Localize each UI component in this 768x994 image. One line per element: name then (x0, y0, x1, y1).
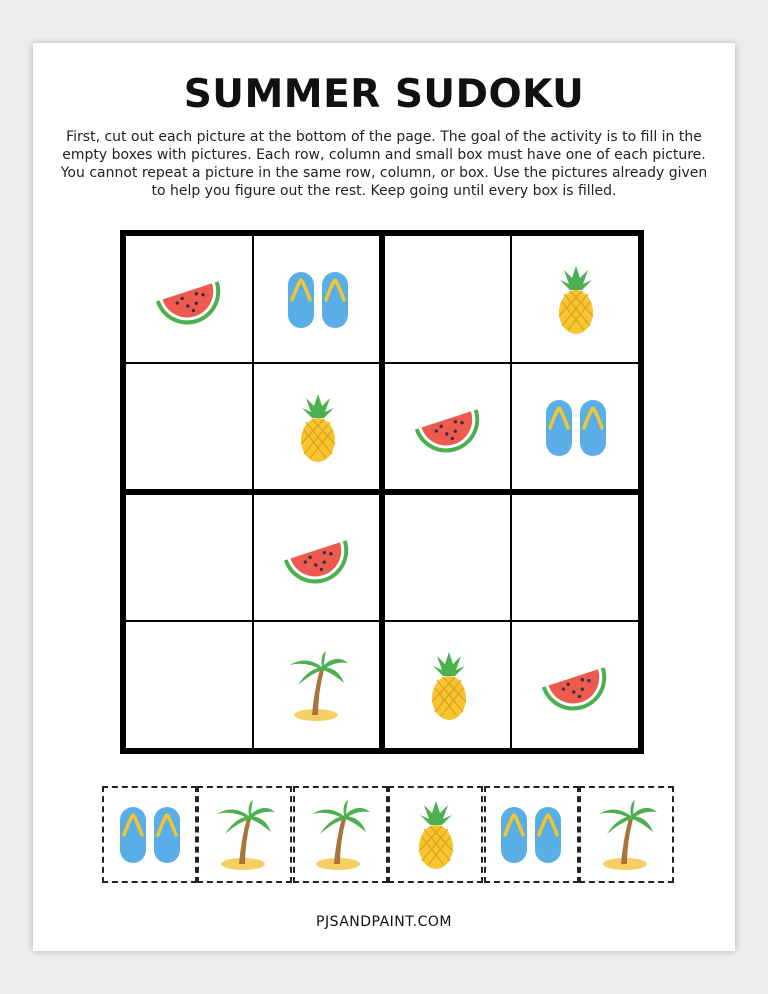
grid-cell-r4c4[interactable] (512, 622, 640, 750)
pineapple-icon (556, 264, 596, 336)
grid-cell-r4c3[interactable] (385, 622, 513, 750)
cutout-card-2[interactable] (197, 786, 292, 883)
grid-cell-r4c1[interactable] (126, 622, 254, 750)
pineapple-icon (416, 799, 456, 871)
grid-cell-r3c2[interactable] (254, 495, 382, 623)
cutout-card-4[interactable] (388, 786, 483, 883)
flipflops-icon (544, 398, 608, 458)
cutout-strip (102, 786, 674, 883)
grid-cell-r3c4[interactable] (512, 495, 640, 623)
grid-cell-r2c4[interactable] (512, 364, 640, 492)
cutout-card-3[interactable] (293, 786, 388, 883)
footer-site: PJSANDPAINT.COM (316, 914, 452, 930)
cutout-card-1[interactable] (102, 786, 197, 883)
sudoku-grid (120, 230, 644, 754)
grid-cell-r2c3[interactable] (385, 364, 513, 492)
grid-cell-r1c3[interactable] (385, 236, 513, 364)
watermelon-icon (412, 401, 486, 455)
flipflops-icon (286, 270, 350, 330)
flipflops-icon (499, 805, 563, 865)
instructions-text: First, cut out each picture at the bottom of the page. The goal of the activity is to fill in the empty boxes with pictures. Each row, column and small box must have one of each picture. You cannot repeat a picture in the same row, column, or box. Use the pictures already given to help you figure out the rest. Keep going until every box is filled. (60, 129, 708, 199)
page-title: SUMMER SUDOKU (183, 72, 585, 117)
pineapple-icon (298, 392, 338, 464)
watermelon-icon (539, 659, 613, 713)
cutout-card-6[interactable] (579, 786, 674, 883)
pineapple-icon (429, 650, 469, 722)
palmtree-icon (308, 800, 372, 870)
cutout-card-5[interactable] (484, 786, 579, 883)
palmtree-icon (213, 800, 277, 870)
grid-cell-r2c2[interactable] (254, 364, 382, 492)
grid-cell-r4c2[interactable] (254, 622, 382, 750)
grid-cell-r2c1[interactable] (126, 364, 254, 492)
watermelon-icon (281, 532, 355, 586)
grid-cell-r1c4[interactable] (512, 236, 640, 364)
flipflops-icon (118, 805, 182, 865)
grid-cell-r1c2[interactable] (254, 236, 382, 364)
palmtree-icon (286, 651, 350, 721)
grid-cell-r3c3[interactable] (385, 495, 513, 623)
watermelon-icon (153, 273, 227, 327)
grid-cell-r3c1[interactable] (126, 495, 254, 623)
palmtree-icon (595, 800, 659, 870)
grid-cell-r1c1[interactable] (126, 236, 254, 364)
